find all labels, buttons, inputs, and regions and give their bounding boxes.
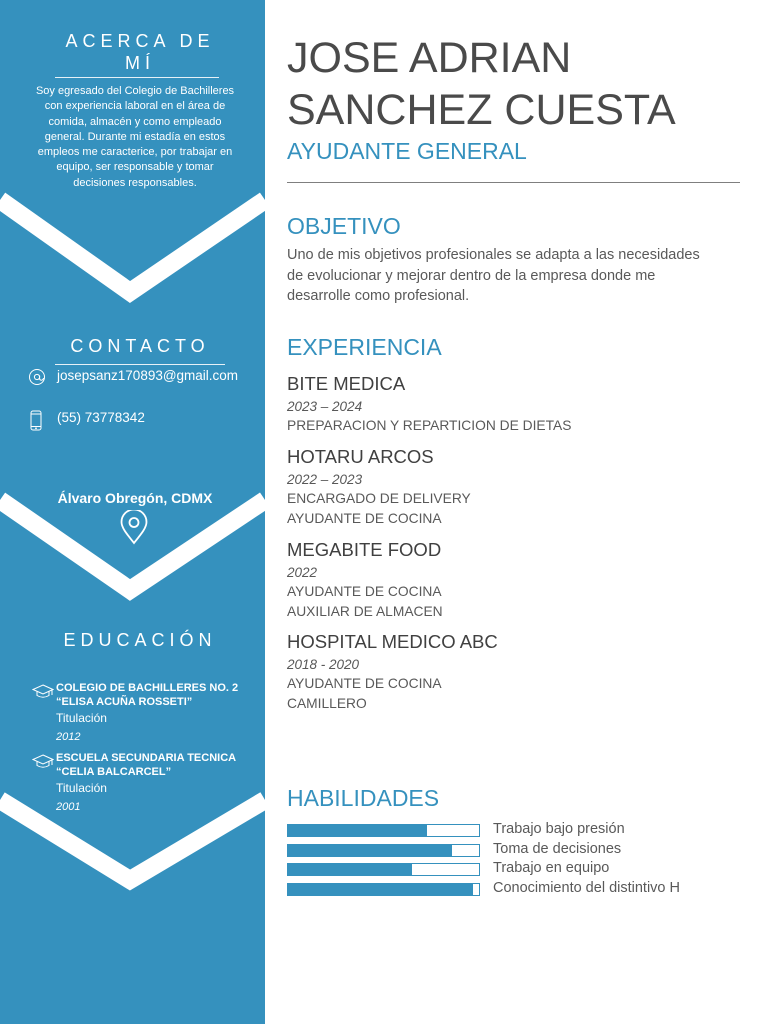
- job-role: PREPARACION Y REPARTICION DE DIETAS: [287, 418, 572, 433]
- education-school: ESCUELA SECUNDARIA TECNICA “CELIA BALCARCEL”: [56, 752, 236, 778]
- job-years: 2023 – 2024: [287, 399, 363, 414]
- job-company: MEGABITE FOOD: [287, 539, 442, 560]
- email-text[interactable]: josepsanz170893@gmail.com: [57, 368, 239, 383]
- contact-phone[interactable]: [28, 410, 243, 432]
- skill-bar: [287, 844, 480, 857]
- about-title: ACERCA DE MÍ: [65, 31, 215, 73]
- job-company: BITE MEDICA: [287, 373, 406, 394]
- contact-title: CONTACTO: [70, 336, 210, 356]
- skill-item: [287, 882, 737, 898]
- skill-bar-fill: [288, 845, 452, 856]
- header-divider: [287, 182, 740, 183]
- skill-bar: [287, 824, 480, 837]
- job-role: AUXILIAR DE ALMACEN: [287, 604, 443, 619]
- job-role: AYUDANTE DE COCINA: [287, 511, 442, 526]
- chevron-about: [0, 200, 265, 292]
- job-role: AYUDANTE DE COCINA: [287, 676, 442, 691]
- graduation-cap-icon: [32, 754, 54, 770]
- skill-label: Toma de decisiones: [493, 841, 622, 857]
- education-degree: Titulación: [56, 781, 107, 795]
- experience-item: [287, 539, 737, 622]
- job-role: ENCARGADO DE DELIVERY: [287, 491, 471, 506]
- skill-bar-fill: [288, 864, 412, 875]
- job-company: HOTARU ARCOS: [287, 446, 434, 467]
- skill-label: Trabajo en equipo: [493, 860, 610, 876]
- experience-item: [287, 631, 737, 714]
- main-content: [287, 0, 747, 1024]
- experience-title: EXPERIENCIA: [287, 334, 442, 360]
- objective-text: Uno de mis objetivos profesionales se adapta a las necesidades de evolucionar y mejorar dentro de la empresa donde me desarrolle como profesional.: [287, 247, 700, 304]
- skill-item: [287, 843, 737, 859]
- graduation-cap-icon: [32, 684, 54, 700]
- job-years: 2022: [287, 565, 318, 580]
- job-title: AYUDANTE GENERAL: [287, 138, 527, 164]
- about-text: Soy egresado del Colegio de Bachilleres con experiencia laboral en el área de comida, almacén y como empleado general. Durante mi estadía en estos empleos me caracterice, por trabajar en equipo, ser responsable y tomar decisiones responsables.: [35, 85, 235, 189]
- education-item: [32, 752, 247, 817]
- education-item: [32, 682, 247, 747]
- skill-bar: [287, 863, 480, 876]
- location-text: Álvaro Obregón, CDMX: [57, 490, 213, 506]
- job-role: AYUDANTE DE COCINA: [287, 584, 442, 599]
- job-years: 2022 – 2023: [287, 472, 363, 487]
- job-role: CAMILLERO: [287, 696, 367, 711]
- email-icon: [28, 368, 46, 386]
- skill-bar-fill: [288, 825, 427, 836]
- education-title: EDUCACIÓN: [63, 630, 217, 650]
- phone-icon: [28, 410, 44, 432]
- skill-item: [287, 862, 737, 878]
- skills-title: HABILIDADES: [287, 785, 440, 811]
- location-pin-icon: [118, 510, 150, 546]
- skill-label: Trabajo bajo presión: [493, 821, 625, 837]
- experience-item: [287, 446, 737, 529]
- experience-item: [287, 373, 737, 436]
- contact-divider: [55, 364, 225, 365]
- about-divider: [55, 77, 219, 78]
- skill-item: [287, 823, 737, 839]
- job-company: HOSPITAL MEDICO ABC: [287, 631, 498, 652]
- sidebar: [0, 0, 265, 1024]
- phone-text[interactable]: (55) 73778342: [57, 410, 145, 425]
- job-years: 2018 - 2020: [287, 657, 360, 672]
- skill-label: Conocimiento del distintivo H: [493, 880, 680, 896]
- education-year: 2012: [56, 731, 81, 743]
- education-year: 2001: [56, 801, 81, 813]
- skill-bar: [287, 883, 480, 896]
- candidate-name: JOSE ADRIAN SANCHEZ CUESTA: [287, 34, 676, 134]
- objective-title: OBJETIVO: [287, 213, 401, 239]
- contact-email[interactable]: [28, 368, 243, 404]
- education-school: COLEGIO DE BACHILLERES NO. 2 “ELISA ACUÑA ROSSETI”: [56, 682, 239, 708]
- education-degree: Titulación: [56, 711, 107, 725]
- skill-bar-fill: [288, 884, 473, 895]
